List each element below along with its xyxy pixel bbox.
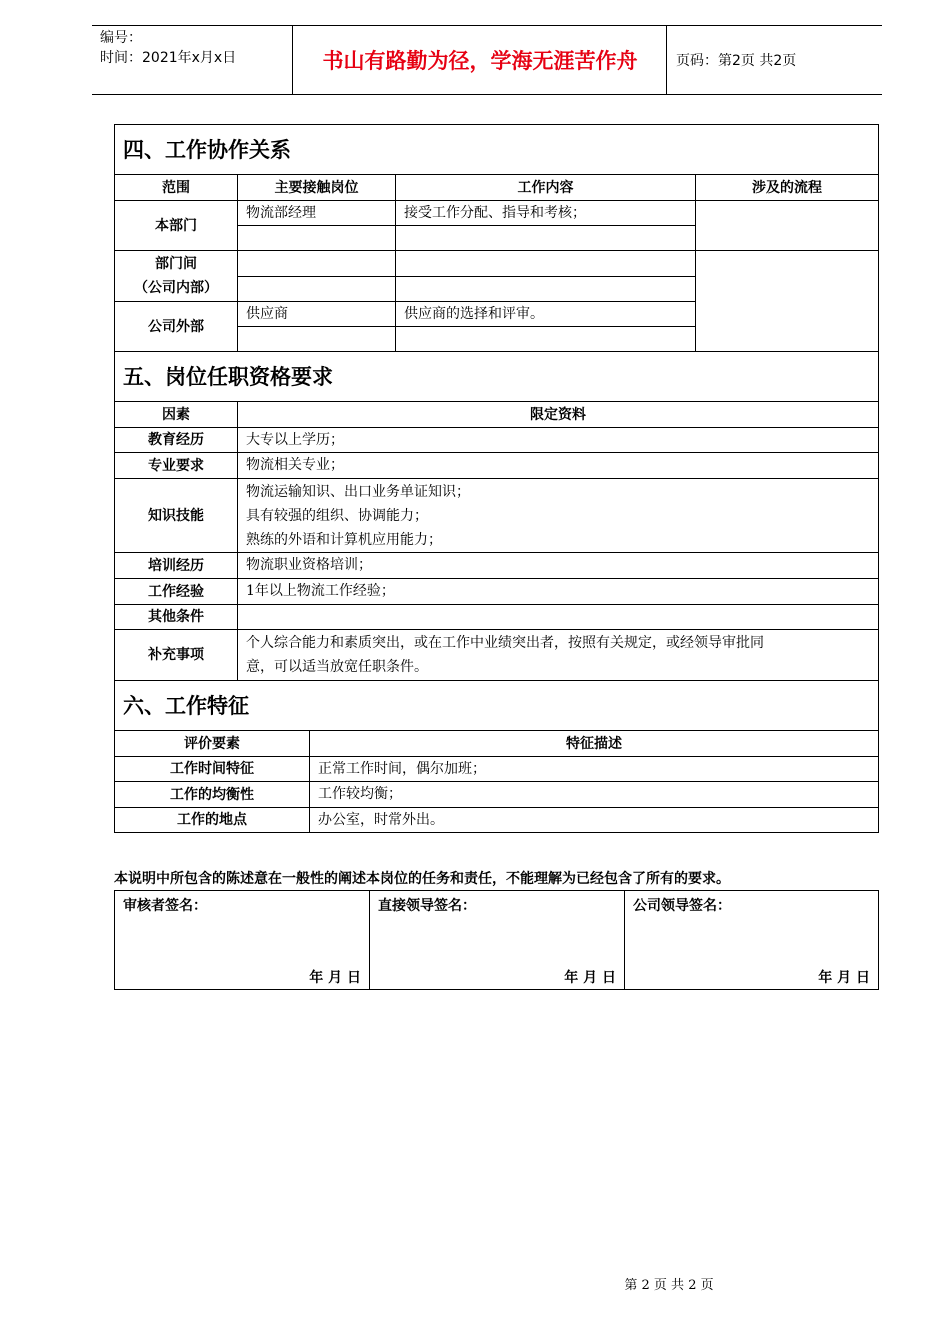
detail-line: 个人综合能力和素质突出，或在工作中业绩突出者，按照有关规定，或经领导审批同: [246, 635, 764, 651]
factor-cell: 知识技能: [115, 479, 238, 553]
page-header: [92, 25, 882, 95]
factor-cell: 教育经历: [115, 428, 238, 453]
header-divider: [666, 26, 667, 94]
detail-cell: [238, 479, 879, 553]
detail-cell: [238, 630, 879, 681]
direct-leader-signature-cell: [370, 891, 625, 990]
reviewer-signature-cell: [115, 891, 370, 990]
detail-cell: 物流相关专业；: [238, 453, 879, 479]
col-header-scope: 范围: [115, 175, 238, 201]
post-cell: 物流部经理: [238, 201, 396, 226]
eval-cell: 工作时间特征: [115, 757, 310, 782]
scope-inter-dept: [115, 251, 238, 302]
date-field: 年 月 日: [818, 970, 870, 986]
section4-title: 四、工作协作关系: [115, 125, 879, 175]
factor-cell: 专业要求: [115, 453, 238, 479]
date-field: 年 月 日: [564, 970, 616, 986]
detail-line: 熟练的外语和计算机应用能力；: [246, 532, 442, 548]
header-motto: 书山有路勤为径，学海无涯苦作舟: [322, 48, 638, 73]
reviewer-label: 审核者签名：: [123, 898, 207, 914]
section5-title: 五、岗位任职资格要求: [115, 352, 879, 402]
signature-table: [114, 890, 879, 990]
detail-line: 意，可以适当放宽任职条件。: [246, 659, 428, 675]
section6-title: 六、工作特征: [115, 681, 879, 731]
feature-cell: 正常工作时间，偶尔加班；: [310, 757, 879, 782]
post-cell: [238, 251, 396, 277]
post-cell: [238, 277, 396, 302]
content-cell: [396, 327, 696, 352]
process-cell: [696, 201, 879, 251]
factor-cell: 培训经历: [115, 553, 238, 579]
col-header-feature: 特征描述: [310, 731, 879, 757]
header-page-label: 页码：第2页 共2页: [676, 53, 797, 69]
detail-cell: 大专以上学历；: [238, 428, 879, 453]
number-label: 编号：: [100, 30, 142, 46]
col-header-factor: 因素: [115, 402, 238, 428]
detail-cell: 物流职业资格培训；: [238, 553, 879, 579]
detail-cell: [238, 605, 879, 630]
disclaimer-note: 本说明中所包含的陈述意在一般性的阐述本岗位的任务和责任，不能理解为已经包含了所有的要求。: [114, 871, 730, 887]
direct-leader-label: 直接领导签名：: [378, 898, 476, 914]
content-cell: 接受工作分配、指导和考核；: [396, 201, 696, 226]
post-cell: [238, 226, 396, 251]
factor-cell: 其他条件: [115, 605, 238, 630]
header-meta: [100, 28, 236, 68]
col-header-process: 涉及的流程: [696, 175, 879, 201]
detail-line: 物流运输知识、出口业务单证知识；: [246, 484, 470, 500]
scope-inter-dept-line2: （公司内部）: [134, 280, 218, 296]
content-cell: 供应商的选择和评审。: [396, 302, 696, 327]
page-footer: 第 2 页 共 2 页: [624, 1278, 714, 1293]
feature-cell: 工作较均衡；: [310, 782, 879, 808]
content-cell: [396, 277, 696, 302]
company-leader-signature-cell: [625, 891, 879, 990]
header-divider: [292, 26, 293, 94]
job-description-table: [114, 124, 879, 833]
content-cell: [396, 251, 696, 277]
eval-cell: 工作的均衡性: [115, 782, 310, 808]
post-cell: 供应商: [238, 302, 396, 327]
col-header-content: 工作内容: [396, 175, 696, 201]
post-cell: [238, 327, 396, 352]
factor-cell: 补充事项: [115, 630, 238, 681]
date-field: 年 月 日: [309, 970, 361, 986]
eval-cell: 工作的地点: [115, 808, 310, 833]
factor-cell: 工作经验: [115, 579, 238, 605]
col-header-eval: 评价要素: [115, 731, 310, 757]
feature-cell: 办公室，时常外出。: [310, 808, 879, 833]
detail-cell: 1年以上物流工作经验；: [238, 579, 879, 605]
company-leader-label: 公司领导签名：: [633, 898, 731, 914]
detail-line: 具有较强的组织、协调能力；: [246, 508, 428, 524]
scope-inter-dept-line1: 部门间: [155, 256, 197, 272]
scope-dept: 本部门: [115, 201, 238, 251]
scope-external: 公司外部: [115, 302, 238, 352]
process-cell: [696, 251, 879, 352]
col-header-post: 主要接触岗位: [238, 175, 396, 201]
time-label: 时间：2021年x月x日: [100, 50, 237, 66]
col-header-detail: 限定资料: [238, 402, 879, 428]
content-cell: [396, 226, 696, 251]
